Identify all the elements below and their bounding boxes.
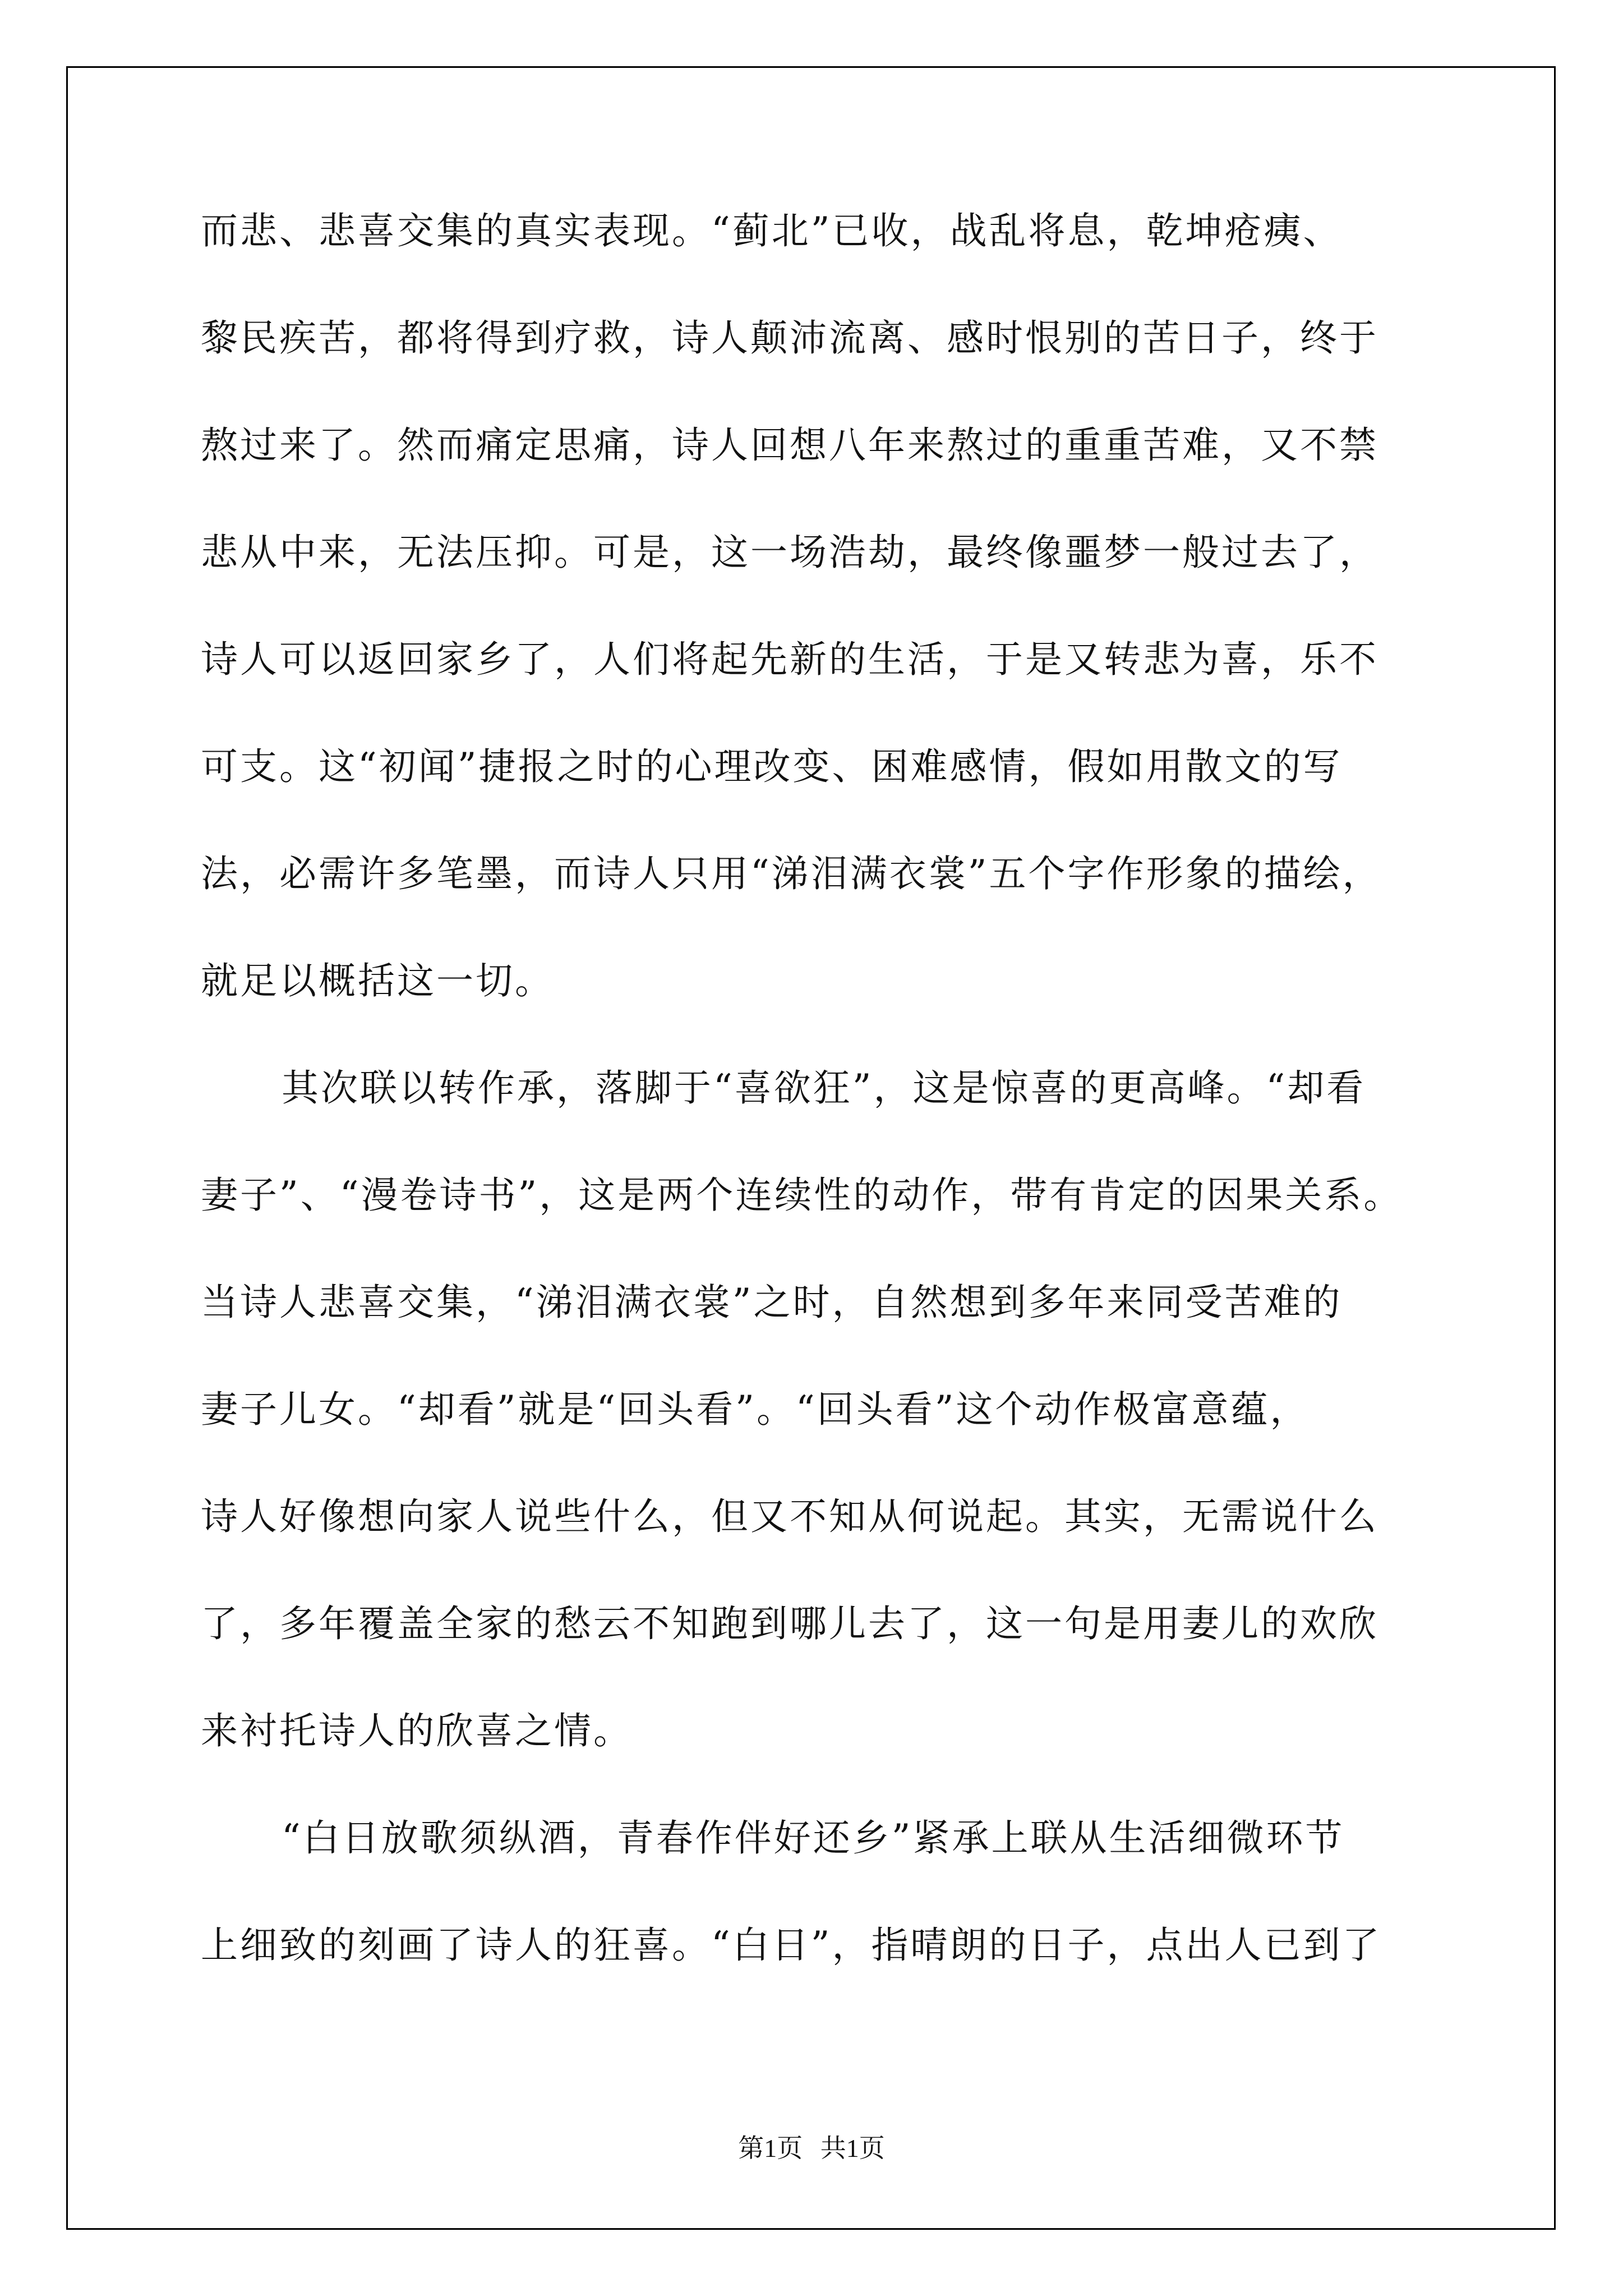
text-line: 诗人好像想向家人说些什么，但又不知从何说起。其实，无需说什么 bbox=[201, 1495, 1378, 1538]
text-line: 可支。这“初闻”捷报之时的心理改变、困难感情，假如用散文的写 bbox=[201, 745, 1343, 788]
text-line: 来衬托诗人的欣喜之情。 bbox=[201, 1709, 633, 1752]
text-line: 诗人可以返回家乡了，人们将起先新的生活，于是又转悲为喜，乐不 bbox=[201, 638, 1378, 681]
text-line: 法，必需许多笔墨，而诗人只用“涕泪满衣裳”五个字作形象的描绘， bbox=[201, 852, 1382, 895]
text-line: 上细致的刻画了诗人的狂喜。“白日”，指晴朗的日子，点出人已到了 bbox=[201, 1924, 1382, 1967]
page-border bbox=[66, 66, 1556, 2230]
text-line: 妻子儿女。“却看”就是“回头看”。“回头看”这个动作极富意蕴， bbox=[201, 1388, 1310, 1431]
text-line: 当诗人悲喜交集，“涕泪满衣裳”之时，自然想到多年来同受苦难的 bbox=[201, 1281, 1343, 1324]
page-footer bbox=[0, 2132, 1623, 2165]
paragraph-first-line: 其次联以转作承，落脚于“喜欲狂”，这是惊喜的更高峰。“却看 bbox=[282, 1066, 1366, 1110]
text-line: 熬过来了。然而痛定思痛，诗人回想八年来熬过的重重苦难，又不禁 bbox=[201, 424, 1378, 467]
page-number: 第1页 bbox=[738, 2134, 803, 2162]
text-line: 而悲、悲喜交集的真实表现。“蓟北”已收，战乱将息，乾坤疮痍、 bbox=[201, 209, 1343, 252]
text-line: 了，多年覆盖全家的愁云不知跑到哪儿去了，这一句是用妻儿的欢欣 bbox=[201, 1602, 1378, 1645]
text-line: 妻子”、“漫卷诗书”，这是两个连续性的动作，带有肯定的因果关系。 bbox=[201, 1174, 1403, 1217]
text-line: 就足以概括这一切。 bbox=[201, 959, 554, 1002]
paragraph-first-line: “白日放歌须纵酒，青春作伴好还乡”紧承上联从生活细微环节 bbox=[282, 1816, 1345, 1860]
text-line: 黎民疾苦，都将得到疗救，诗人颠沛流离、感时恨别的苦日子，终于 bbox=[201, 316, 1378, 360]
text-line: 悲从中来，无法压抑。可是，这一场浩劫，最终像噩梦一般过去了， bbox=[201, 531, 1378, 574]
page-total: 共1页 bbox=[820, 2134, 885, 2162]
